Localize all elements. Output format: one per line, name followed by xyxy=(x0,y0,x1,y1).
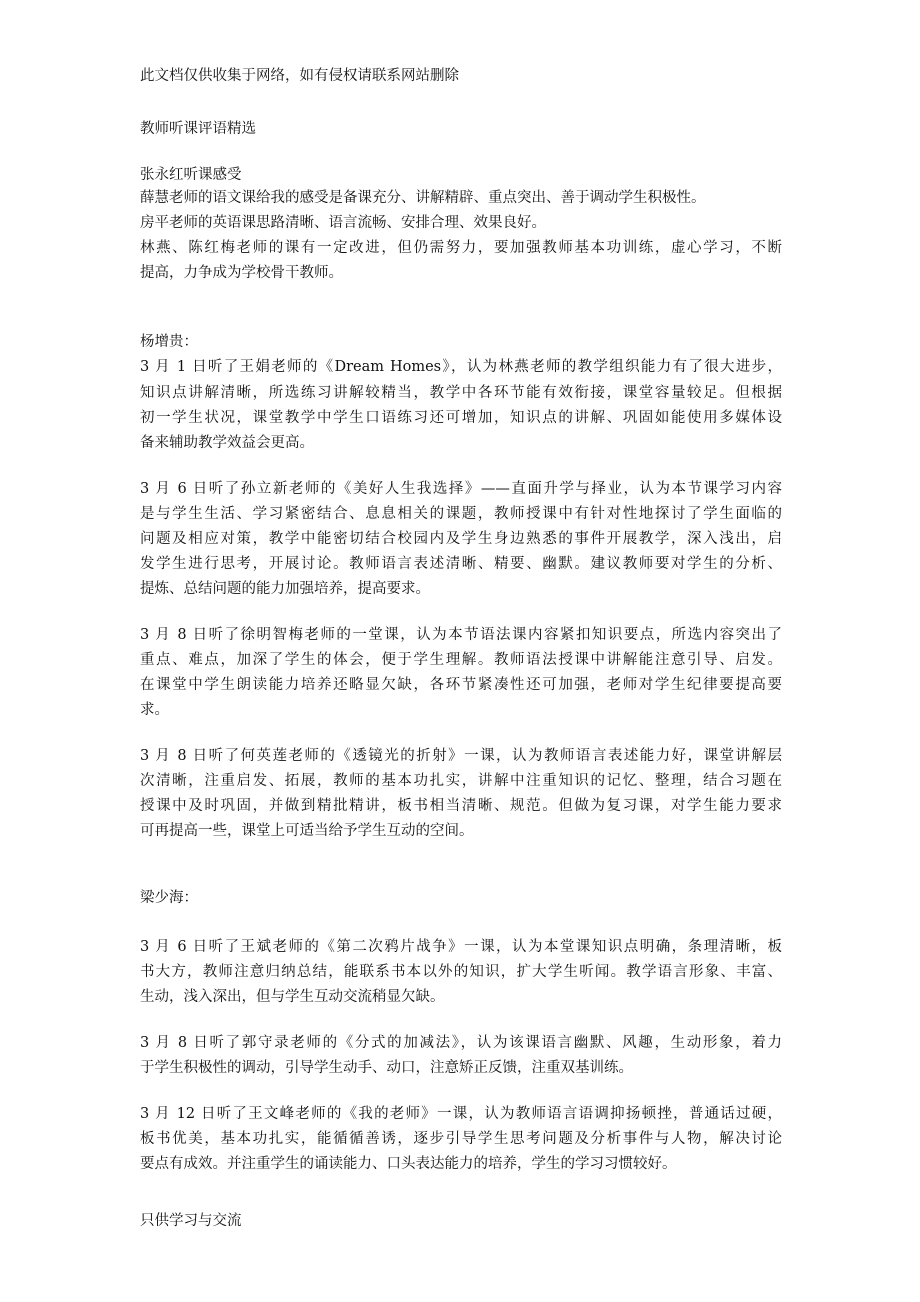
section-heading-liang: 梁少海： xyxy=(140,890,198,906)
entry-line: 初一学生状况，课堂教学中学生口语练习还可增加，知识点的讲解、巩固如能使用多媒体设 xyxy=(140,410,782,426)
entry-line: 书大方，教师注意归纳总结，能联系书本以外的知识，扩大学生听闻。教学语言形象、丰富、 xyxy=(140,964,782,980)
entry-line: 生动，浅入深出，但与学生互动交流稍显欠缺。 xyxy=(140,989,445,1005)
paragraph-line: 林燕、陈红梅老师的课有一定改进，但仍需努力，要加强教师基本功训练，虚心学习，不断 xyxy=(140,240,782,256)
entry-line: 3 月 8 日听了何英莲老师的《透镜光的折射》一课，认为教师语言表述能力好，课堂讲解层 xyxy=(140,748,782,764)
document-title: 教师听课评语精选 xyxy=(140,121,256,137)
entry-line: 板书优美，基本功扎实，能循循善诱，逐步引导学生思考问题及分析事件与人物，解决讨论 xyxy=(140,1131,782,1147)
entry-line: 3 月 6 日听了孙立新老师的《美好人生我选择》——直面升学与择业，认为本节课学习内容 xyxy=(140,481,782,497)
entry-line: 于学生积极性的调动，引导学生动手、动口，注意矫正反馈，注重双基训练。 xyxy=(140,1060,633,1076)
entry-line: 3 月 8 日听了郭守录老师的《分式的加减法》，认为该课语言幽默、风趣，生动形象，着力 xyxy=(140,1035,782,1051)
entry-line: 知识点讲解清晰，所选练习讲解较精当，教学中各环节能有效衔接，课堂容量较足。但根据 xyxy=(140,385,782,401)
footer-notice: 只供学习与交流 xyxy=(140,1213,242,1229)
paragraph-line: 提高，力争成为学校骨干教师。 xyxy=(140,265,343,281)
entry-line: 求。 xyxy=(140,702,169,718)
entry-line: 3 月 12 日听了王文峰老师的《我的老师》一课，认为教师语言语调抑扬顿挫，普通话过硬， xyxy=(140,1106,782,1122)
paragraph: 房平老师的英语课思路清晰、语言流畅、安排合理、效果良好。 xyxy=(140,215,546,231)
entry-line: 3 月 1 日听了王娟老师的《Dream Homes》，认为林燕老师的教学组织能力有了很大进步， xyxy=(140,359,782,375)
header-notice: 此文档仅供收集于网络，如有侵权请联系网站删除 xyxy=(140,68,459,84)
entry-line: 备来辅助教学效益会更高。 xyxy=(140,435,314,451)
entry-line: 在课堂中学生朗读能力培养还略显欠缺，各环节紧凑性还可加强，老师对学生纪律要提高要 xyxy=(140,677,782,693)
entry-line: 重点、难点，加深了学生的体会，便于学生理解。教师语法授课中讲解能注意引导、启发。 xyxy=(140,652,782,668)
entry-line: 发学生进行思考，开展讨论。教师语言表述清晰、精要、幽默。建议教师要对学生的分析、 xyxy=(140,556,782,572)
section-heading-yang: 杨增贵： xyxy=(140,334,198,350)
entry-line: 3 月 8 日听了徐明智梅老师的一堂课，认为本节语法课内容紧扣知识要点，所选内容突出了 xyxy=(140,627,782,643)
entry-line: 是与学生生活、学习紧密结合、息息相关的课题，教师授课中有针对性地探讨了学生面临的 xyxy=(140,506,782,522)
entry-line: 问题及相应对策，教学中能密切结合校园内及学生身边熟悉的事件开展教学，深入浅出，启 xyxy=(140,531,782,547)
entry-line: 授课中及时巩固，并做到精批精讲，板书相当清晰、规范。但做为复习课，对学生能力要求 xyxy=(140,798,782,814)
section-heading-zhang: 张永红听课感受 xyxy=(140,167,242,183)
entry-line: 可再提高一些，课堂上可适当给予学生互动的空间。 xyxy=(140,823,474,839)
entry-line: 要点有成效。并注重学生的诵读能力、口头表达能力的培养，学生的学习习惯较好。 xyxy=(140,1156,677,1172)
entry-line: 3 月 6 日听了王斌老师的《第二次鸦片战争》一课，认为本堂课知识点明确，条理清晰，板 xyxy=(140,939,782,955)
paragraph: 薛慧老师的语文课给我的感受是备课充分、讲解精辟、重点突出、善于调动学生积极性。 xyxy=(140,190,706,206)
entry-line: 提炼、总结问题的能力加强培养，提高要求。 xyxy=(140,581,430,597)
entry-line: 次清晰，注重启发、拓展，教师的基本功扎实，讲解中注重知识的记忆、整理，结合习题在 xyxy=(140,773,782,789)
